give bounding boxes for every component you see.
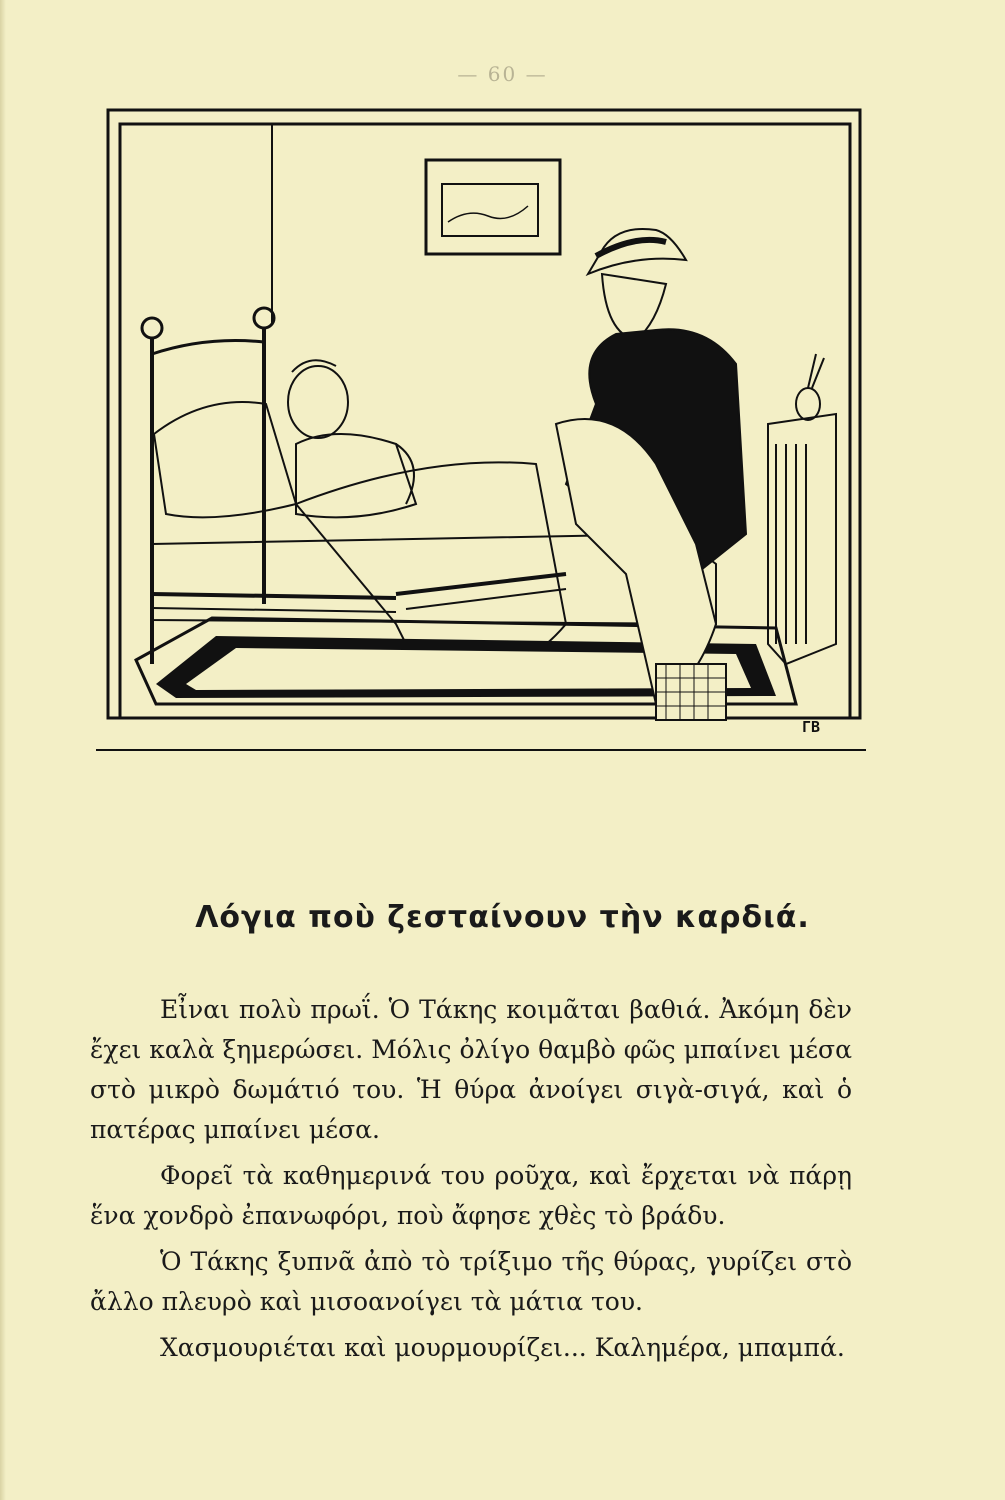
page-number: — 60 —	[457, 62, 548, 86]
illustration-bedroom-scene	[96, 104, 866, 752]
illustrator-monogram: ΓΒ	[802, 718, 821, 736]
illustration-drawing	[96, 104, 866, 752]
page-heading: Λόγια ποὺ ζεσταίνουν τὴν καρδιά.	[195, 900, 810, 935]
paragraph-1: Εἶναι πολὺ πρωΐ. Ὁ Τάκης κοιμᾶται βαθιά. Ἀκόμη δὲν ἔχει καλὰ ξημερώσει. Μόλις ὀλίγο θαμβὸ φῶς μπαίνει μέσα στὸ μικρὸ δωμάτιό του. Ἡ θύρα ἀνοίγει σιγὰ-σιγά, καὶ ὁ πατέρας μπαίνει μέσα.	[90, 995, 852, 1144]
page-edge	[0, 0, 6, 1500]
paragraph-2: Φορεῖ τὰ καθημερινά του ροῦχα, καὶ ἔρχεται νὰ πάρῃ ἕνα χονδρὸ ἐπανωφόρι, ποὺ ἄφησε χθὲς τὸ βράδυ.	[90, 1161, 852, 1230]
body-text	[90, 990, 852, 1374]
paragraph-4: Χασμουριέται καὶ μουρμουρίζει... Καλημέρα, μπαμπά.	[160, 1333, 845, 1362]
paragraph-3: Ὁ Τάκης ξυπνᾶ ἀπὸ τὸ τρίξιμο τῆς θύρας, γυρίζει στὸ ἄλλο πλευρὸ καὶ μισοανοίγει τὰ μάτια του.	[90, 1247, 852, 1316]
